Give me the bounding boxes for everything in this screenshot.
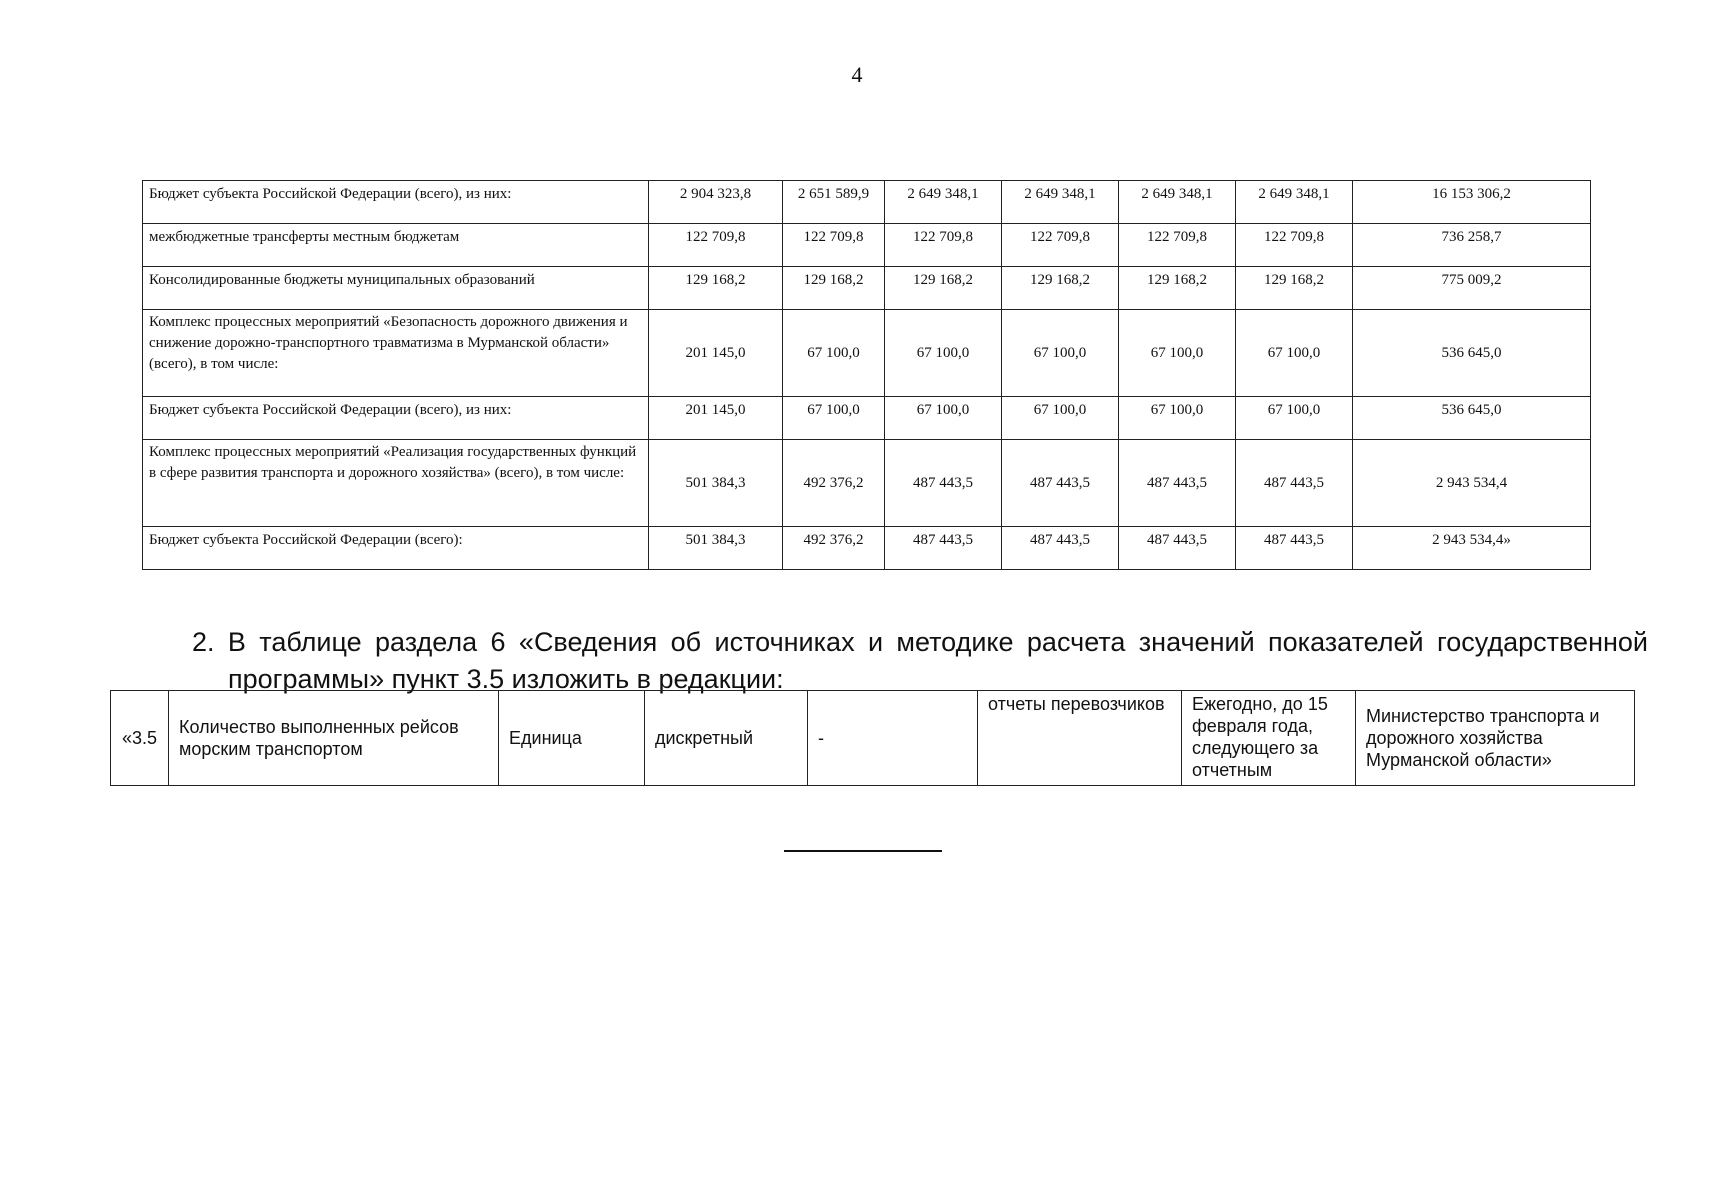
indicator-responsible: Министерство транспорта и дорожного хозяйства Мурманской области» (1356, 691, 1635, 786)
cell-value: 67 100,0 (783, 397, 885, 440)
cell-total: 16 153 306,2 (1353, 181, 1591, 224)
cell-total: 536 645,0 (1353, 310, 1591, 397)
cell-value: 2 904 323,8 (649, 181, 783, 224)
row-label: Консолидированные бюджеты муниципальных образований (143, 267, 649, 310)
cell-value: 201 145,0 (649, 310, 783, 397)
page-number: 4 (851, 62, 863, 87)
indicator-deadline: Ежегодно, до 15 февраля года, следующего за отчетным (1182, 691, 1356, 786)
cell-value: 487 443,5 (885, 440, 1002, 527)
indicator-unit: Единица (499, 691, 645, 786)
cell-value: 487 443,5 (1119, 527, 1236, 570)
cell-value: 492 376,2 (783, 527, 885, 570)
cell-total: 775 009,2 (1353, 267, 1591, 310)
cell-value: 122 709,8 (885, 224, 1002, 267)
cell-value: 501 384,3 (649, 440, 783, 527)
table-row (143, 181, 1591, 224)
indicator-method: - (808, 691, 978, 786)
indicator-type: дискретный (645, 691, 808, 786)
table-row (143, 310, 1591, 397)
end-divider (784, 850, 942, 852)
table-row (143, 527, 1591, 570)
indicator-name: Количество выполненных рейсов морским транспортом (169, 691, 499, 786)
cell-value: 487 443,5 (1236, 440, 1353, 527)
table-row (111, 691, 1635, 786)
cell-value: 501 384,3 (649, 527, 783, 570)
table-row (143, 440, 1591, 527)
amendment-paragraph: 2. В таблице раздела 6 «Сведения об источниках и методике расчета значений показателей государственной программы» пункт 3.5 изложить в редакции: (192, 627, 1648, 694)
cell-value: 2 649 348,1 (1236, 181, 1353, 224)
row-label: Комплекс процессных мероприятий «Безопасность дорожного движения и снижение дорожно-транспортного травматизма в Мурманской области» (всего), в том числе: (143, 310, 649, 397)
cell-value: 67 100,0 (1236, 310, 1353, 397)
cell-value: 487 443,5 (1002, 527, 1119, 570)
indicator-table (110, 690, 1635, 786)
table-row (143, 224, 1591, 267)
row-label: Комплекс процессных мероприятий «Реализация государственных функций в сфере развития транспорта и дорожного хозяйства» (всего), в том числе: (143, 440, 649, 527)
cell-value: 122 709,8 (783, 224, 885, 267)
cell-value: 67 100,0 (1002, 310, 1119, 397)
cell-value: 2 649 348,1 (1002, 181, 1119, 224)
cell-value: 67 100,0 (783, 310, 885, 397)
budget-table (142, 180, 1591, 570)
cell-value: 122 709,8 (1002, 224, 1119, 267)
cell-total: 2 943 534,4» (1353, 527, 1591, 570)
cell-value: 487 443,5 (885, 527, 1002, 570)
row-label: Бюджет субъекта Российской Федерации (всего), из них: (143, 397, 649, 440)
cell-value: 67 100,0 (1119, 310, 1236, 397)
row-label: Бюджет субъекта Российской Федерации (всего): (143, 527, 649, 570)
cell-value: 129 168,2 (1236, 267, 1353, 310)
cell-value: 2 651 589,9 (783, 181, 885, 224)
cell-value: 2 649 348,1 (885, 181, 1002, 224)
cell-value: 492 376,2 (783, 440, 885, 527)
cell-value: 201 145,0 (649, 397, 783, 440)
cell-total: 536 645,0 (1353, 397, 1591, 440)
cell-total: 2 943 534,4 (1353, 440, 1591, 527)
cell-value: 129 168,2 (1002, 267, 1119, 310)
cell-value: 67 100,0 (1002, 397, 1119, 440)
cell-value: 122 709,8 (1119, 224, 1236, 267)
cell-value: 129 168,2 (783, 267, 885, 310)
cell-value: 129 168,2 (649, 267, 783, 310)
cell-value: 487 443,5 (1236, 527, 1353, 570)
table-row (143, 397, 1591, 440)
cell-value: 487 443,5 (1002, 440, 1119, 527)
indicator-source: отчеты перевозчиков (978, 691, 1182, 786)
indicator-number: «3.5 (111, 691, 169, 786)
cell-value: 129 168,2 (885, 267, 1002, 310)
cell-value: 2 649 348,1 (1119, 181, 1236, 224)
row-label: Бюджет субъекта Российской Федерации (всего), из них: (143, 181, 649, 224)
cell-value: 487 443,5 (1119, 440, 1236, 527)
cell-value: 67 100,0 (1119, 397, 1236, 440)
cell-value: 67 100,0 (885, 310, 1002, 397)
row-label: межбюджетные трансферты местным бюджетам (143, 224, 649, 267)
cell-value: 129 168,2 (1119, 267, 1236, 310)
cell-total: 736 258,7 (1353, 224, 1591, 267)
cell-value: 122 709,8 (1236, 224, 1353, 267)
cell-value: 67 100,0 (885, 397, 1002, 440)
table-row (143, 267, 1591, 310)
cell-value: 122 709,8 (649, 224, 783, 267)
cell-value: 67 100,0 (1236, 397, 1353, 440)
